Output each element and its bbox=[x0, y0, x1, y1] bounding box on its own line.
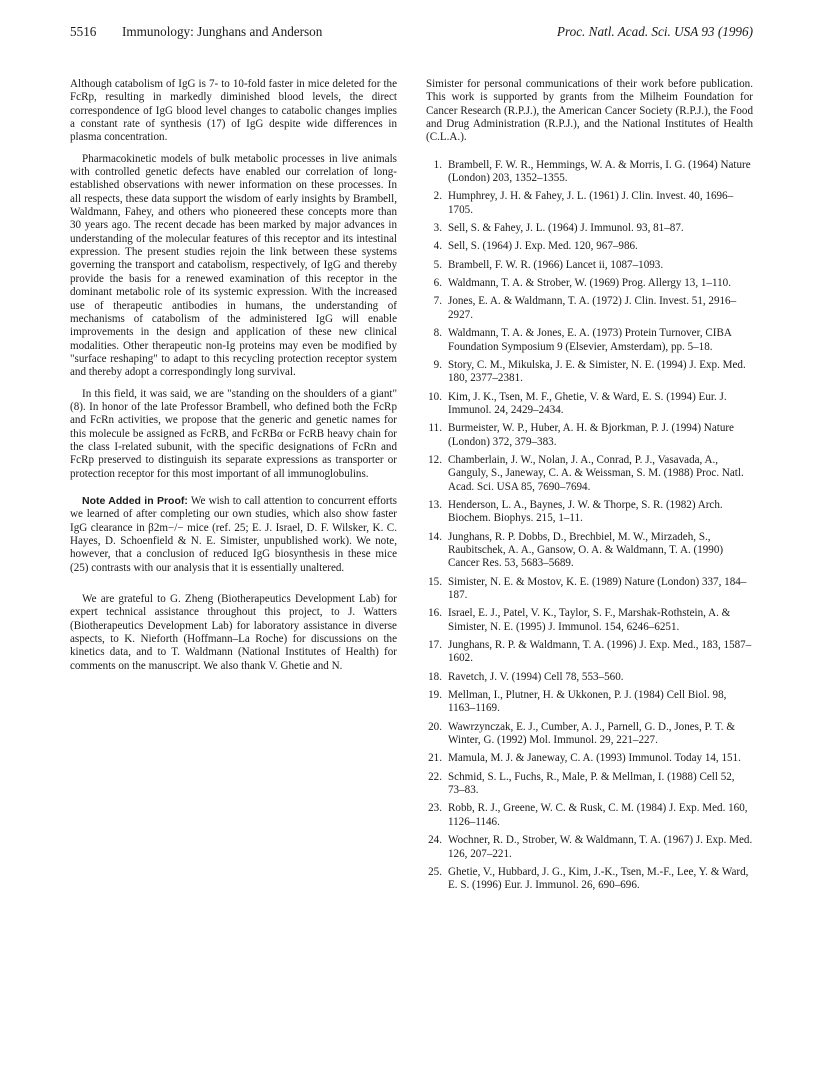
acknowledgment-text: We are grateful to G. Zheng (Biotherapeutics Development Lab) for expert technical assistance throughout this project, to J. Watters (Biotherapeutics Development Lab) for laboratory assistance in diverse aspects, to K. Nieforth (Hoffmann–La Roche) for discussions on the kinetics data, and to T. Waldmann (National Institutes of Health) for comments on the manuscript. We also thank V. Ghetie and N. bbox=[70, 593, 397, 672]
reference-text: Burmeister, W. P., Huber, A. H. & Bjorkman, P. J. (1994) Nature (London) 372, 379–383. bbox=[448, 422, 734, 448]
reference-number: 21. bbox=[428, 752, 442, 765]
reference-number: 24. bbox=[428, 834, 442, 847]
reference-item bbox=[426, 454, 753, 494]
reference-text: Brambell, F. W. R. (1966) Lancet ii, 1087–1093. bbox=[448, 258, 664, 271]
reference-text: Mamula, M. J. & Janeway, C. A. (1993) Immunol. Today 14, 151. bbox=[448, 752, 741, 765]
reference-text: Waldmann, T. A. & Strober, W. (1969) Prog. Allergy 13, 1–110. bbox=[448, 277, 731, 290]
reference-text: Henderson, L. A., Baynes, J. W. & Thorpe, S. R. (1982) Arch. Biochem. Biophys. 215, 1–11. bbox=[448, 498, 723, 525]
right-column bbox=[426, 78, 753, 898]
reference-item bbox=[426, 422, 753, 449]
reference-text: Schmid, S. L., Fuchs, R., Male, P. & Mellman, I. (1988) Cell 52, 73–83. bbox=[448, 770, 735, 797]
acknowledgment-continued: Simister for personal communications of their work before publication. This work is supported by grants from the Milheim Foundation for Cancer Research (R.P.J.), the American Cancer Society (R.P.J.), the Food and Drug Administration (R.P.J.), and the National Institutes of Health (C.L.A.). bbox=[426, 78, 753, 144]
reference-text: Israel, E. J., Patel, V. K., Taylor, S. F., Marshak-Rothstein, A. & Simister, N. E. (1995) J. Immunol. 154, 6246–6251. bbox=[448, 607, 731, 633]
reference-number: 2. bbox=[433, 190, 442, 203]
reference-item bbox=[426, 802, 753, 829]
running-header bbox=[70, 24, 753, 44]
reference-text: Ravetch, J. V. (1994) Cell 78, 553–560. bbox=[448, 670, 624, 683]
reference-number: 23. bbox=[428, 802, 442, 815]
reference-text: Humphrey, J. H. & Fahey, J. L. (1961) J. Clin. Invest. 40, 1696–1705. bbox=[448, 190, 734, 216]
reference-number: 3. bbox=[433, 222, 442, 235]
reference-item bbox=[426, 639, 753, 666]
reference-number: 1. bbox=[433, 158, 442, 171]
body-paragraph: Although catabolism of IgG is 7- to 10-fold faster in mice deleted for the FcRp, resulting in markedly diminished blood levels, the direct correspondence of IgG blood level changes to catabolic changes implies a constant rate of synthesis (17) of IgG despite wide differences in plasma concentration. bbox=[70, 78, 397, 144]
reference-item bbox=[426, 689, 753, 716]
reference-text: Kim, J. K., Tsen, M. F., Ghetie, V. & Ward, E. S. (1994) Eur. J. Immunol. 24, 2429–2434. bbox=[448, 390, 727, 416]
reference-item bbox=[426, 866, 753, 893]
reference-item bbox=[426, 240, 753, 253]
reference-item bbox=[426, 531, 753, 571]
reference-item bbox=[426, 671, 753, 684]
reference-text: Sell, S. & Fahey, J. L. (1964) J. Immunol. 93, 81–87. bbox=[448, 222, 684, 235]
reference-number: 22. bbox=[428, 770, 442, 783]
reference-item bbox=[426, 222, 753, 235]
reference-text: Ghetie, V., Hubbard, J. G., Kim, J.-K., Tsen, M.-F., Lee, Y. & Ward, E. S. (1996) Eur. J. Immunol. 26, 690–696. bbox=[448, 865, 749, 892]
reference-number: 15. bbox=[428, 575, 442, 588]
reference-number: 18. bbox=[428, 670, 442, 683]
reference-item bbox=[426, 295, 753, 322]
reference-number: 10. bbox=[428, 390, 442, 403]
reference-text: Junghans, R. P. & Waldmann, T. A. (1996) J. Exp. Med., 183, 1587–1602. bbox=[448, 639, 752, 665]
reference-item bbox=[426, 159, 753, 186]
reference-number: 4. bbox=[433, 240, 442, 253]
reference-item bbox=[426, 277, 753, 290]
reference-item bbox=[426, 499, 753, 526]
reference-number: 13. bbox=[428, 498, 442, 511]
reference-number: 25. bbox=[428, 865, 442, 878]
reference-item bbox=[426, 607, 753, 634]
reference-number: 11. bbox=[428, 422, 442, 435]
reference-text: Sell, S. (1964) J. Exp. Med. 120, 967–986. bbox=[448, 240, 638, 253]
reference-text: Story, C. M., Mikulska, J. E. & Simister, N. E. (1994) J. Exp. Med. 180, 2377–2381. bbox=[448, 358, 746, 385]
reference-item bbox=[426, 359, 753, 386]
reference-text: Mellman, I., Plutner, H. & Ukkonen, P. J. (1984) Cell Biol. 98, 1163–1169. bbox=[448, 689, 727, 715]
reference-number: 20. bbox=[428, 720, 442, 733]
reference-number: 14. bbox=[428, 530, 442, 543]
reference-item bbox=[426, 576, 753, 603]
running-head-journal: Proc. Natl. Acad. Sci. USA 93 (1996) bbox=[556, 24, 753, 39]
reference-number: 6. bbox=[433, 277, 442, 290]
page-number: 5516 bbox=[70, 24, 97, 39]
running-head-authors: Immunology: Junghans and Anderson bbox=[122, 24, 323, 39]
reference-number: 5. bbox=[433, 258, 442, 271]
left-column bbox=[70, 78, 397, 673]
reference-number: 16. bbox=[428, 607, 442, 620]
reference-item bbox=[426, 190, 753, 217]
reference-text: Robb, R. J., Greene, W. C. & Rusk, C. M. (1984) J. Exp. Med. 160, 1126–1146. bbox=[448, 802, 748, 828]
reference-number: 17. bbox=[428, 639, 442, 652]
reference-item bbox=[426, 834, 753, 861]
reference-text: Wochner, R. D., Strober, W. & Waldmann, T. A. (1967) J. Exp. Med. 126, 207–221. bbox=[448, 834, 753, 860]
reference-text: Brambell, F. W. R., Hemmings, W. A. & Morris, I. G. (1964) Nature (London) 203, 1352–1355. bbox=[448, 158, 751, 185]
reference-text: Junghans, R. P. Dobbs, D., Brechbiel, M. W., Mirzadeh, S., Raubitschek, A. A., Gansow, O. A. & Waldmann, T. A. (1990) Cancer Res. 53, 5683–5689. bbox=[448, 530, 724, 570]
reference-number: 7. bbox=[433, 295, 442, 308]
reference-item bbox=[426, 327, 753, 354]
reference-item bbox=[426, 721, 753, 748]
reference-item bbox=[426, 771, 753, 798]
reference-text: Jones, E. A. & Waldmann, T. A. (1972) J. Clin. Invest. 51, 2916–2927. bbox=[448, 295, 737, 321]
reference-text: Simister, N. E. & Mostov, K. E. (1989) Nature (London) 337, 184–187. bbox=[448, 575, 747, 601]
note-text: We wish to call attention to concurrent efforts we learned of after completing our own studies, which also show faster IgG clearance in β2m−/− mice (ref. 25; E. J. Israel, D. F. Wilsker, K. C. Hayes, D. Schoenfield & N. E. Simister, unpublished work). We note, however, that a conclusion of reduced IgG biosynthesis in these mice (25) contrasts with our analysis that it is essentially unaltered. bbox=[70, 494, 397, 574]
note-added-in-proof bbox=[70, 495, 397, 575]
reference-number: 8. bbox=[433, 327, 442, 340]
note-title: Note Added in Proof: bbox=[82, 494, 188, 507]
reference-text: Waldmann, T. A. & Jones, E. A. (1973) Protein Turnover, CIBA Foundation Symposium 9 (Elsevier, Amsterdam), pp. 5–18. bbox=[448, 327, 732, 353]
body-paragraph: Pharmacokinetic models of bulk metabolic processes in live animals with controlled genetic defects have enabled our correlation of long-established observations with newer information on these processes. In all respects, these data support the wisdom of early insights by Brambell, Waldmann, Fahey, and others who pioneered these concepts more than 30 years ago. The recent decade has been marked by major advances in understanding of the molecular features of this receptor and its intestinal expression. The present studies rejoin the link between these systems governing the transport and catabolism, respectively, of IgG and thereby provide the basis for a renewed examination of this receptor in the dominant metabolic role of its systemic expression. With the increased use of therapeutic antibodies in humans, the understanding of mechanisms of catabolism of the administered IgG will enable improvements in the design and application of these new clinical modalities. Other therapeutic non-Ig proteins may even be modified by "surface reshaping" to adapt to this recycling protection receptor system and thereby adopt a correspondingly long survival. bbox=[70, 152, 397, 379]
reference-number: 12. bbox=[428, 453, 442, 466]
reference-item bbox=[426, 752, 753, 765]
body-paragraph: In this field, it was said, we are "standing on the shoulders of a giant" (8). In honor of the late Professor Brambell, who defined both the FcRp and FcRn activities, we propose that the generic and genetic names for this molecule be assigned as FcRB, and FcRBα or FcRB heavy chain for the class I-related subunit, with the specific designations of FcRn and FcRp preserved to distinguish its separate expressions as transporter or protection receptor for this most important of all immunoglobulins. bbox=[70, 387, 397, 480]
reference-item bbox=[426, 391, 753, 418]
reference-text: Chamberlain, J. W., Nolan, J. A., Conrad, P. J., Vasavada, A., Ganguly, S., Janeway, C. A. & Weissman, S. M. (1988) Proc. Natl. Acad. Sci. USA 85, 7690–7694. bbox=[448, 453, 744, 493]
reference-number: 9. bbox=[433, 358, 442, 371]
reference-text: Wawrzynczak, E. J., Cumber, A. J., Parnell, G. D., Jones, P. T. & Winter, G. (1992) Mol. Immunol. 29, 221–227. bbox=[448, 720, 735, 747]
reference-item bbox=[426, 259, 753, 272]
reference-number: 19. bbox=[428, 689, 442, 702]
reference-list bbox=[426, 159, 753, 893]
